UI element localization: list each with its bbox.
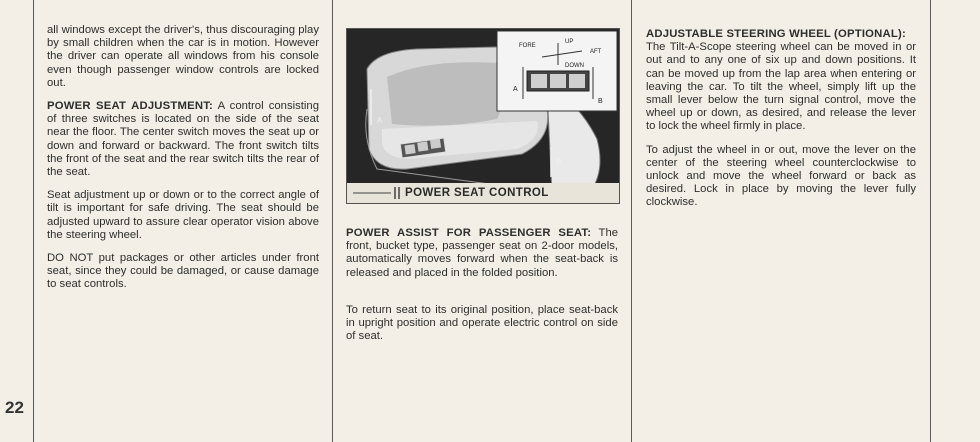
packages-warning-paragraph: DO NOT put packages or other articles under front seat, since they could be damaged, or cause damage to seat controls. — [47, 252, 319, 291]
switch-detail-inset — [497, 31, 617, 111]
steering-paragraph — [646, 28, 916, 134]
column-right — [646, 28, 916, 220]
window-lock-paragraph: all windows except the driver's, thus discouraging play by small children when the car is in motion. However the driver can operate all windows from his console even though passenger window controls are locked out. — [47, 24, 319, 89]
power-seat-paragraph — [47, 100, 319, 179]
label-b-seat: B — [556, 157, 562, 166]
steering-heading: ADJUSTABLE STEERING WHEEL (OPTIONAL): — [646, 28, 906, 40]
power-seat-text: A control consisting of three switches is located on the side of the seat near the floor. The center switch moves the seat up or down and forward or backward. The front switch tilts the front of the seat and the rear switch tilts the rear of the seat. — [47, 100, 319, 179]
right-margin-rule — [930, 0, 931, 442]
label-up: UP — [565, 39, 574, 45]
power-assist-paragraph — [346, 227, 618, 280]
return-seat-paragraph: To return seat to its original position, place seat-back in upright position and operate electric control on side of seat. — [346, 304, 618, 343]
label-a-seat: A — [377, 116, 383, 125]
label-fore: FORE — [519, 43, 536, 49]
figure-caption-text: POWER SEAT CONTROL — [405, 187, 549, 199]
power-seat-drawing — [347, 29, 619, 203]
left-margin-rule — [33, 0, 34, 442]
steering-text: The Tilt-A-Scope steering wheel can be moved in or out and to any one of six up and down positions. It can be moved up from the lap area when entering or leaving the car. To tilt the wheel, simply lift up the small lever below the turn signal control, move the wheel up or down, as desired, and release the lever to lock the wheel firmly in place. — [646, 41, 916, 133]
label-a-inset: A — [513, 86, 518, 93]
label-b-inset: B — [598, 98, 603, 105]
adjust-wheel-paragraph: To adjust the wheel in or out, move the lever on the center of the steering wheel counterclockwise to unlock and move the wheel forward or back as desired. Lock in place by moving the lever fully clockwise. — [646, 143, 916, 209]
label-aft: AFT — [590, 49, 602, 55]
power-seat-heading: POWER SEAT ADJUSTMENT: — [47, 100, 214, 113]
label-down: DOWN — [565, 63, 584, 69]
power-assist-text: The front, bucket type, passenger seat on 2-door models, automatically moves forward when the seat-back is released and placed in the folded position. — [346, 227, 619, 279]
power-seat-illustration — [346, 28, 620, 204]
column-divider-1 — [332, 0, 333, 442]
seat-angle-paragraph: Seat adjustment up or down or to the correct angle of tilt is important for safe driving. The seat should be adjusted upward to assure clear operator vision above the steering wheel. — [47, 189, 319, 241]
figure-caption — [347, 183, 617, 203]
column-divider-2 — [631, 0, 632, 442]
power-assist-heading: POWER ASSIST FOR PASSENGER SEAT: — [346, 227, 592, 239]
column-left — [47, 24, 319, 302]
page-number: 22 — [5, 398, 24, 417]
